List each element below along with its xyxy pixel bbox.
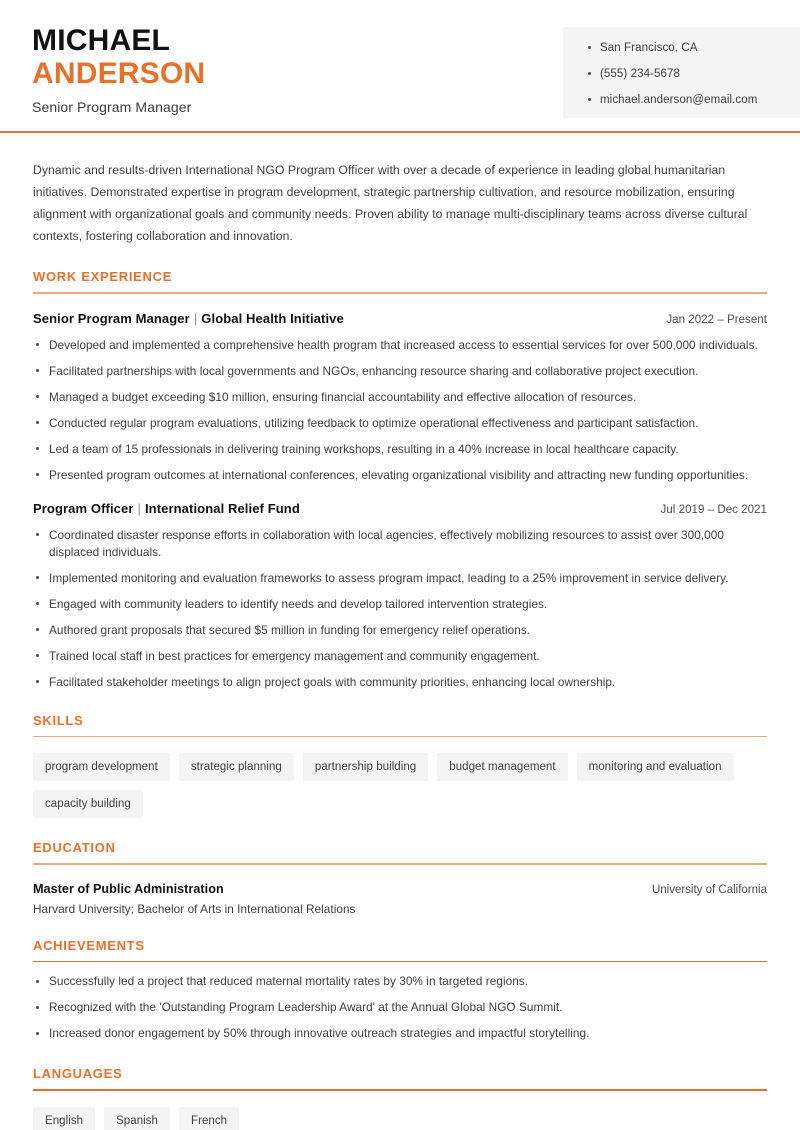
- experience-organization: Global Health Initiative: [201, 310, 344, 326]
- experience-bullet: Implemented monitoring and evaluation frameworks to assess program impact, leading to a 25% improvement in service delivery.: [33, 570, 767, 587]
- experience-entry-header: [33, 501, 767, 516]
- experience-bullet: Authored grant proposals that secured $5 million in funding for emergency relief operations.: [33, 622, 767, 639]
- experience-bullets: [33, 337, 767, 484]
- skills-chip-list: [33, 753, 767, 818]
- section-divider-languages: [33, 1089, 767, 1091]
- section-title-education: EDUCATION: [33, 840, 116, 855]
- experience-role: Senior Program Manager: [33, 310, 190, 326]
- achievement-item: Recognized with the 'Outstanding Program Leadership Award' at the Annual Global NGO Summit.: [33, 999, 767, 1016]
- language-chip: French: [179, 1107, 239, 1130]
- contact-box: [563, 27, 800, 118]
- last-name: ANDERSON: [32, 57, 206, 90]
- resume-body: [0, 159, 800, 1130]
- section-divider-work-experience: [33, 292, 767, 294]
- experience-bullet: Coordinated disaster response efforts in collaboration with local agencies, effectively mobilizing resources to assist over 300,000 displaced individuals.: [33, 527, 767, 561]
- skill-chip: program development: [33, 753, 170, 781]
- professional-summary: Dynamic and results-driven International NGO Program Officer with over a decade of experience in leading global humanitarian initiatives. Demonstrated expertise in program development, strategic partnership cultivation, and resource mobilization, ensuring alignment with organizational goals and community needs. Proven ability to manage multi-disciplinary teams across diverse cultural contexts, fostering collaboration and innovation.: [33, 163, 748, 243]
- education-entry-header: [33, 882, 767, 896]
- contact-phone-text: (555) 234-5678: [600, 68, 681, 80]
- experience-title: [33, 501, 300, 516]
- section-divider-education: [33, 863, 767, 865]
- contact-location[interactable]: [587, 41, 800, 55]
- section-skills: [33, 713, 767, 819]
- education-school: University of California: [651, 883, 767, 896]
- experience-bullet: Conducted regular program evaluations, utilizing feedback to optimize operational effectiveness and participant satisfaction.: [33, 415, 767, 432]
- experience-bullet: Developed and implemented a comprehensive health program that increased access to essential services for over 500,000 individuals.: [33, 337, 767, 354]
- experience-bullet: Led a team of 15 professionals in delivering training workshops, resulting in a 40% increase in local healthcare capacity.: [33, 441, 767, 458]
- header-divider: [0, 131, 800, 133]
- languages-chip-list: [33, 1107, 767, 1130]
- experience-entry: [33, 311, 767, 484]
- contact-location-text: San Francisco, CA: [600, 42, 698, 54]
- experience-title: [33, 311, 344, 326]
- experience-role: Program Officer: [33, 500, 134, 516]
- language-chip: English: [33, 1107, 95, 1130]
- skill-chip: budget management: [437, 753, 567, 781]
- experience-organization: International Relief Fund: [144, 500, 300, 516]
- section-divider-achievements: [33, 961, 767, 963]
- experience-entry: [33, 501, 767, 691]
- language-chip: Spanish: [104, 1107, 170, 1130]
- resume-header: [0, 0, 800, 131]
- skill-chip: capacity building: [33, 790, 143, 818]
- section-achievements: [33, 938, 767, 1043]
- achievement-item: Increased donor engagement by 50% through innovative outreach strategies and impactful storytelling.: [33, 1025, 767, 1042]
- section-title-languages: LANGUAGES: [33, 1066, 123, 1081]
- achievement-item: Successfully led a project that reduced maternal mortality rates by 30% in targeted regions.: [33, 973, 767, 990]
- experience-bullet: Presented program outcomes at international conferences, elevating organizational visibility and attracting new funding opportunities.: [33, 467, 767, 484]
- experience-bullets: [33, 527, 767, 691]
- experience-dates: Jan 2022 – Present: [666, 313, 767, 326]
- section-divider-skills: [33, 736, 767, 738]
- skill-chip: partnership building: [303, 753, 428, 781]
- section-languages: [33, 1066, 767, 1130]
- experience-bullet: Managed a budget exceeding $10 million, ensuring financial accountability and effective allocation of resources.: [33, 389, 767, 406]
- section-title-skills: SKILLS: [33, 712, 84, 728]
- contact-email-text: michael.anderson@email.com: [600, 94, 758, 106]
- experience-bullet: Facilitated partnerships with local governments and NGOs, enhancing resource sharing and collaborative project execution.: [33, 363, 767, 380]
- experience-entry-header: [33, 311, 767, 326]
- education-degree: Master of Public Administration: [33, 881, 224, 896]
- section-title-achievements: ACHIEVEMENTS: [33, 937, 145, 953]
- job-title: Senior Program Manager: [32, 99, 192, 115]
- section-title-work-experience: WORK EXPERIENCE: [33, 269, 173, 284]
- experience-bullet: Facilitated stakeholder meetings to align project goals with community priorities, enhancing local ownership.: [33, 674, 767, 691]
- experience-dates: Jul 2019 – Dec 2021: [660, 503, 767, 516]
- contact-email[interactable]: [587, 93, 800, 107]
- education-detail: Harvard University; Bachelor of Arts in International Relations: [33, 901, 356, 916]
- section-education: [33, 840, 767, 916]
- experience-bullet: Trained local staff in best practices for emergency management and community engagement.: [33, 648, 767, 665]
- contact-phone[interactable]: [587, 67, 800, 81]
- achievement-list: [33, 973, 767, 1042]
- section-work-experience: [33, 269, 767, 691]
- skill-chip: monitoring and evaluation: [577, 753, 734, 781]
- skill-chip: strategic planning: [179, 753, 294, 781]
- experience-bullet: Engaged with community leaders to identify needs and develop tailored intervention strategies.: [33, 596, 767, 613]
- title-separator: |: [193, 310, 198, 326]
- title-separator: |: [137, 500, 141, 516]
- first-name: MICHAEL: [32, 24, 171, 57]
